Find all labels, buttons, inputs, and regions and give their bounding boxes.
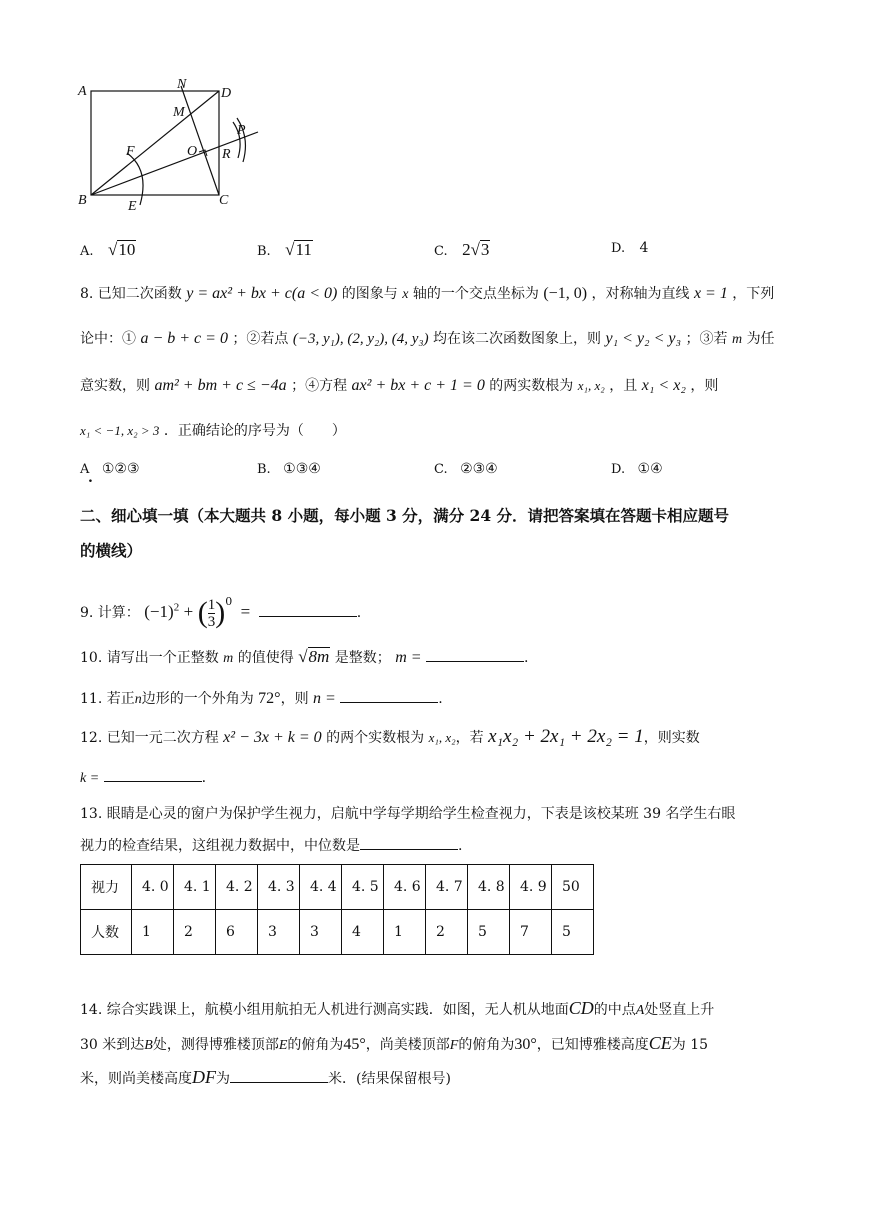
table-cell: 50	[552, 865, 594, 910]
q7-a-radicand: 10	[118, 240, 136, 259]
table-cell: 1	[132, 910, 174, 955]
table-cell: 4. 4	[300, 865, 342, 910]
table-row	[81, 865, 594, 910]
q8-line-2: 论中：① a − b + c = 0 ；②若点 (−3, y₁), (2, y₂), (4, y₃) 均在该二次函数图象上，则 y₁ < y₂ < y₃ ；③若 m 为任	[80, 330, 775, 347]
q14-answer-blank[interactable]	[230, 1068, 328, 1083]
table-header-cell: 视力	[81, 865, 132, 910]
q8-line-3: 意实数，则 am² + bm + c ≤ −4a ；④方程 ax² + bx + c + 1 = 0 的两实数根为 x₁, x₂ ，且 x₁ < x₂ ，则	[80, 377, 719, 394]
section-2-heading-line-1: 二、细心填一填（本大题共 8 小题，每小题 3 分，满分 24 分．请把答案填在答题卡相应题号	[80, 506, 730, 525]
q13-answer-blank[interactable]	[360, 835, 458, 850]
table-cell: 5	[468, 910, 510, 955]
table-cell: 4	[342, 910, 384, 955]
q10-answer-blank[interactable]	[426, 647, 524, 662]
table-cell: 4. 0	[132, 865, 174, 910]
table-cell: 4. 9	[510, 865, 552, 910]
q8-option-a-dot: .	[88, 470, 93, 486]
table-cell: 6	[216, 910, 258, 955]
table-cell: 7	[510, 910, 552, 955]
q12-line-1: 12. 已知一元二次方程 x² − 3x + k = 0 的两个实数根为 x₁, x₂，若 x₁x₂ + 2x₁ + 2x₂ = 1，则实数	[80, 726, 700, 747]
table-cell: 4. 5	[342, 865, 384, 910]
label-m: M	[173, 105, 185, 120]
label-r: R	[222, 147, 231, 162]
q10-radicand: 8m	[308, 647, 330, 666]
q8-line-4: x₁ < −1, x₂ > 3 ．正确结论的序号为（ ）	[80, 423, 346, 439]
q8-option-c: C. ②③④	[434, 461, 498, 477]
diagonal-bd	[91, 91, 219, 195]
q11-answer-blank[interactable]	[340, 688, 438, 703]
q12-answer-blank[interactable]	[104, 767, 202, 782]
table-cell: 5	[552, 910, 594, 955]
table-cell: 4. 6	[384, 865, 426, 910]
q13-line-2: 视力的检查结果，这组视力数据中，中位数是 .	[80, 835, 462, 856]
q8-option-b: B. ①③④	[257, 461, 321, 477]
table-cell: 1	[384, 910, 426, 955]
table-cell: 2	[426, 910, 468, 955]
label-p: P	[237, 123, 246, 138]
table-cell: 4. 1	[174, 865, 216, 910]
q7-b-radicand: 11	[295, 240, 312, 259]
q14-line-3: 米，则尚美楼高度DF为 米．(结果保留根号)	[80, 1067, 451, 1087]
q8-option-d: D. ①④	[611, 461, 663, 477]
q9-answer-blank[interactable]	[259, 602, 357, 617]
table-cell: 3	[258, 910, 300, 955]
table-header-cell: 人数	[81, 910, 132, 955]
label-a: A	[78, 84, 87, 99]
table-row	[81, 910, 594, 955]
table-cell: 4. 8	[468, 865, 510, 910]
section-2-heading-line-2: 的横线）	[80, 541, 143, 560]
q7-option-d: D. 4	[611, 240, 649, 256]
q14-line-1: 14. 综合实践课上，航模小组用航拍无人机进行测高实践．如图，无人机从地面CD的中点A处竖直上升	[80, 998, 715, 1018]
q13-line-1: 13. 眼睛是心灵的窗户为保护学生视力，启航中学每学期给学生检查视力，下表是该校某班 39 名学生右眼	[80, 806, 736, 822]
label-e: E	[128, 199, 137, 214]
q7-option-b: B. √11	[257, 240, 312, 259]
q9-line: 9. 计算： $(-1)^2$ + ( $\frac{1}{3}$ )$^0$ = .	[80, 595, 362, 630]
q7-option-c: C. 2√3	[434, 240, 490, 259]
label-c: C	[219, 193, 229, 208]
table-cell: 4. 2	[216, 865, 258, 910]
q12-line-2: k = .	[80, 767, 206, 789]
label-d: D	[221, 86, 232, 101]
line-nc	[181, 86, 219, 195]
table-cell: 2	[174, 910, 216, 955]
label-n: N	[177, 77, 187, 92]
table-cell: 4. 3	[258, 865, 300, 910]
q8-option-a: A ①②③	[80, 461, 140, 477]
q7-option-a: A. √10	[80, 240, 136, 259]
label-f: F	[126, 144, 135, 159]
table-cell: 4. 7	[426, 865, 468, 910]
ray-bp	[91, 132, 258, 195]
q8-line-1: 8. 已知二次函数 y = ax² + bx + c(a < 0) 的图象与 x 轴的一个交点坐标为 (−1, 0) ，对称轴为直线 x = 1 ，下列	[80, 285, 775, 302]
q11-line: 11. 若正n边形的一个外角为 72°，则 n = .	[80, 690, 443, 707]
table-cell: 3	[300, 910, 342, 955]
q14-line-2: 30 米到达B处，测得博雅楼顶部E的俯角为45°，尚美楼顶部F的俯角为30°，已知博雅楼高度CE为 15	[80, 1033, 709, 1053]
q7-c-radicand: 3	[480, 240, 490, 259]
vision-table	[80, 864, 594, 955]
label-o: O	[187, 144, 198, 159]
q10-line: 10. 请写出一个正整数 m 的值使得 √8m 是整数； m = .	[80, 647, 529, 666]
label-b: B	[78, 193, 87, 208]
geometry-figure	[70, 70, 270, 220]
q9-fraction: $\frac{1}{3}$	[207, 596, 216, 630]
